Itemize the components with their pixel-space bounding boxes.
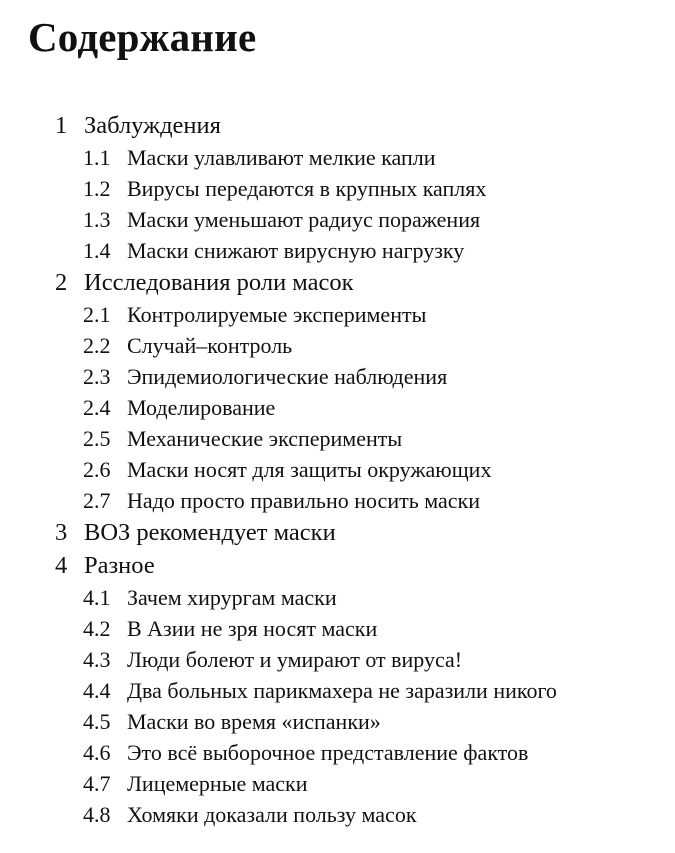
toc-section-2-1[interactable] bbox=[0, 299, 675, 330]
toc-chapter-2[interactable] bbox=[0, 266, 675, 299]
section-number: 4.1 bbox=[83, 585, 111, 610]
toc-chapter-4[interactable] bbox=[0, 549, 675, 582]
section-label: Хомяки доказали пользу масок bbox=[127, 802, 417, 827]
section-label: Маски носят для защиты окружающих bbox=[127, 457, 492, 482]
toc-section-1-3[interactable] bbox=[0, 204, 675, 235]
section-label: Маски улавливают мелкие капли bbox=[127, 145, 436, 170]
section-number: 2.5 bbox=[83, 426, 111, 451]
chapter-number: 4 bbox=[55, 552, 68, 579]
toc-section-1-1[interactable] bbox=[0, 142, 675, 173]
section-number: 2.4 bbox=[83, 395, 111, 420]
toc-section-1-4[interactable] bbox=[0, 235, 675, 266]
section-number: 1.1 bbox=[83, 145, 111, 170]
section-label: Вирусы передаются в крупных каплях bbox=[127, 176, 487, 201]
section-number: 2.2 bbox=[83, 333, 111, 358]
section-label: Эпидемиологические наблюдения bbox=[127, 364, 448, 389]
section-label: Лицемерные маски bbox=[127, 771, 308, 796]
toc-section-2-5[interactable] bbox=[0, 423, 675, 454]
toc-section-2-7[interactable] bbox=[0, 485, 675, 516]
toc-title: Содержание bbox=[28, 14, 257, 60]
section-label: Моделирование bbox=[127, 395, 276, 420]
section-number: 1.4 bbox=[83, 238, 111, 263]
section-label: Механические эксперименты bbox=[127, 426, 403, 451]
toc-chapter-3[interactable] bbox=[0, 516, 675, 549]
section-number: 2.1 bbox=[83, 302, 111, 327]
section-label: Люди болеют и умирают от вируса! bbox=[127, 647, 463, 672]
section-label: Контролируемые эксперименты bbox=[127, 302, 427, 327]
section-number: 2.3 bbox=[83, 364, 111, 389]
toc-section-4-7[interactable] bbox=[0, 768, 675, 799]
toc-section-4-1[interactable] bbox=[0, 582, 675, 613]
section-label: Маски снижают вирусную нагрузку bbox=[127, 238, 465, 263]
toc-section-4-2[interactable] bbox=[0, 613, 675, 644]
chapter-label: Заблуждения bbox=[84, 112, 221, 139]
section-label: Два больных парикмахера не заразили никого bbox=[127, 678, 557, 703]
toc-section-2-3[interactable] bbox=[0, 361, 675, 392]
section-number: 2.7 bbox=[83, 488, 111, 513]
section-number: 4.3 bbox=[83, 647, 111, 672]
section-label: Маски во время «испанки» bbox=[127, 709, 381, 734]
toc-section-4-8[interactable] bbox=[0, 799, 675, 830]
chapter-label: Разное bbox=[84, 552, 155, 579]
chapter-label: Исследования роли масок bbox=[84, 269, 354, 296]
chapter-number: 1 bbox=[55, 112, 68, 139]
toc-section-4-5[interactable] bbox=[0, 706, 675, 737]
chapter-number: 2 bbox=[55, 269, 68, 296]
section-label: Маски уменьшают радиус поражения bbox=[127, 207, 481, 232]
section-number: 1.3 bbox=[83, 207, 111, 232]
toc-section-2-6[interactable] bbox=[0, 454, 675, 485]
section-label: В Азии не зря носят маски bbox=[127, 616, 378, 641]
section-number: 4.2 bbox=[83, 616, 111, 641]
chapter-number: 3 bbox=[55, 519, 68, 546]
section-number: 4.4 bbox=[83, 678, 111, 703]
section-label: Это всё выборочное представление фактов bbox=[127, 740, 529, 765]
section-number: 2.6 bbox=[83, 457, 111, 482]
toc-section-4-4[interactable] bbox=[0, 675, 675, 706]
toc-section-2-2[interactable] bbox=[0, 330, 675, 361]
toc-chapter-1[interactable] bbox=[0, 109, 675, 142]
chapter-label: ВОЗ рекомендует маски bbox=[84, 519, 336, 546]
toc-section-4-3[interactable] bbox=[0, 644, 675, 675]
section-number: 4.6 bbox=[83, 740, 111, 765]
section-label: Зачем хирургам маски bbox=[127, 585, 337, 610]
toc-section-2-4[interactable] bbox=[0, 392, 675, 423]
section-number: 4.5 bbox=[83, 709, 111, 734]
toc-section-4-6[interactable] bbox=[0, 737, 675, 768]
section-label: Случай–контроль bbox=[127, 333, 293, 358]
toc-list bbox=[0, 109, 675, 830]
section-label: Надо просто правильно носить маски bbox=[127, 488, 481, 513]
toc-section-1-2[interactable] bbox=[0, 173, 675, 204]
section-number: 4.7 bbox=[83, 771, 111, 796]
section-number: 4.8 bbox=[83, 802, 111, 827]
section-number: 1.2 bbox=[83, 176, 111, 201]
